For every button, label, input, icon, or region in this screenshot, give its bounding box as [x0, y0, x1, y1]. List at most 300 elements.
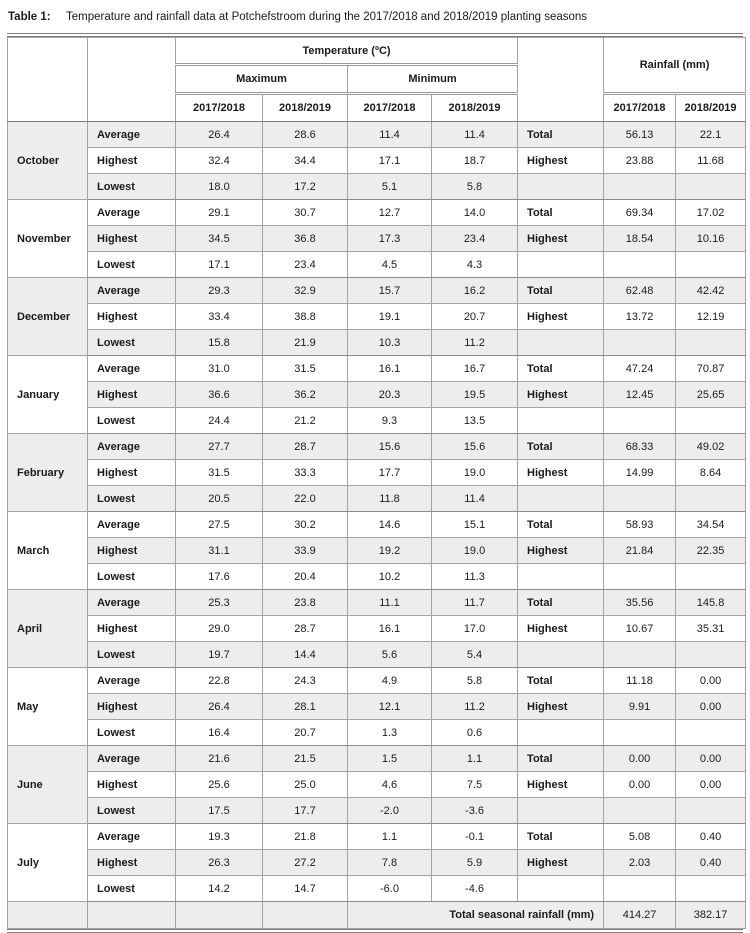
temp-max-2018-2019-cell: 33.9: [263, 538, 348, 564]
rain-stat-label-cell: Total: [518, 356, 604, 382]
temp-max-2017-2018-cell: 17.6: [176, 564, 263, 590]
rain-stat-label-cell: Total: [518, 668, 604, 694]
temp-max-2017-2018-cell: 26.3: [176, 850, 263, 876]
month-block-april: [8, 590, 746, 668]
rain-2017-2018-cell: 14.99: [604, 460, 676, 486]
stat-label-cell: Average: [88, 512, 176, 538]
temp-min-2017-2018-cell: 17.7: [348, 460, 432, 486]
month-block-november: [8, 200, 746, 278]
rain-2018-2019-cell: [676, 564, 746, 590]
temp-max-2018-2019-cell: 36.8: [263, 226, 348, 252]
temp-max-2017-2018-cell: 26.4: [176, 694, 263, 720]
temp-max-2017-2018-cell: 19.3: [176, 824, 263, 850]
rain-2018-2019-cell: [676, 720, 746, 746]
temp-max-2017-2018-cell: 18.0: [176, 174, 263, 200]
rain-stat-label-cell: [518, 486, 604, 512]
temp-max-2017-2018-cell: 32.4: [176, 148, 263, 174]
temp-min-2018-2019-cell: 23.4: [432, 226, 518, 252]
temp-min-2018-2019-cell: 19.0: [432, 538, 518, 564]
rain-2017-2018-cell: [604, 252, 676, 278]
month-column-header-empty: [8, 38, 88, 122]
stat-label-cell: Average: [88, 824, 176, 850]
temp-min-2018-2019-cell: 11.4: [432, 122, 518, 148]
rain-stat-label-cell: Highest: [518, 304, 604, 330]
stat-label-cell: Lowest: [88, 720, 176, 746]
stat-label-cell: Lowest: [88, 564, 176, 590]
table-row: [8, 798, 746, 824]
temp-min-2017-2018-cell: 1.3: [348, 720, 432, 746]
rain-2017-2018-cell: 35.56: [604, 590, 676, 616]
temp-max-2017-2018-cell: 22.8: [176, 668, 263, 694]
temp-min-2017-2018-cell: 12.7: [348, 200, 432, 226]
rain-2017-2018-cell: 11.18: [604, 668, 676, 694]
temp-max-2017-2018-cell: 31.5: [176, 460, 263, 486]
footer-empty-cell: [88, 902, 176, 929]
rain-stat-label-cell: Total: [518, 746, 604, 772]
temp-max-2017-2018-cell: 14.2: [176, 876, 263, 902]
rain-stat-label-cell: Highest: [518, 538, 604, 564]
rain-stat-column-header-empty: [518, 38, 604, 122]
table-row: [8, 460, 746, 486]
month-cell: May: [8, 668, 88, 746]
rain-stat-label-cell: Total: [518, 434, 604, 460]
stat-label-cell: Lowest: [88, 408, 176, 434]
temp-max-2018-2019-cell: 14.7: [263, 876, 348, 902]
min-season-1-header: 2017/2018: [348, 94, 432, 122]
rain-2017-2018-cell: [604, 174, 676, 200]
rain-2018-2019-cell: 0.40: [676, 824, 746, 850]
temp-min-2017-2018-cell: 16.1: [348, 356, 432, 382]
table-row: [8, 876, 746, 902]
temp-max-2017-2018-cell: 25.6: [176, 772, 263, 798]
rain-2018-2019-cell: 35.31: [676, 616, 746, 642]
table-row: [8, 590, 746, 616]
temp-min-2017-2018-cell: 16.1: [348, 616, 432, 642]
stat-label-cell: Highest: [88, 772, 176, 798]
rain-2017-2018-cell: 23.88: [604, 148, 676, 174]
temp-max-2017-2018-cell: 29.0: [176, 616, 263, 642]
table-row: [8, 330, 746, 356]
minimum-header: Minimum: [348, 65, 518, 94]
rain-stat-label-cell: [518, 720, 604, 746]
rain-2017-2018-cell: [604, 564, 676, 590]
rain-2018-2019-cell: 0.00: [676, 772, 746, 798]
rain-stat-label-cell: Total: [518, 278, 604, 304]
rain-2017-2018-cell: 13.72: [604, 304, 676, 330]
stat-label-cell: Lowest: [88, 486, 176, 512]
rain-2018-2019-cell: 10.16: [676, 226, 746, 252]
table-row: [8, 668, 746, 694]
temp-max-2017-2018-cell: 33.4: [176, 304, 263, 330]
table-row: [8, 486, 746, 512]
month-cell: April: [8, 590, 88, 668]
data-table-wrapper: [7, 33, 743, 933]
rain-2018-2019-cell: [676, 876, 746, 902]
rain-stat-label-cell: Total: [518, 512, 604, 538]
table-caption-number: Table 1:: [8, 11, 51, 23]
rain-2018-2019-cell: [676, 330, 746, 356]
rain-2017-2018-cell: 56.13: [604, 122, 676, 148]
temp-min-2018-2019-cell: 17.0: [432, 616, 518, 642]
stat-label-cell: Highest: [88, 616, 176, 642]
rain-stat-label-cell: [518, 174, 604, 200]
stat-label-cell: Highest: [88, 304, 176, 330]
rain-stat-label-cell: Highest: [518, 226, 604, 252]
rain-stat-label-cell: Total: [518, 200, 604, 226]
rain-2017-2018-cell: 18.54: [604, 226, 676, 252]
rain-2018-2019-cell: [676, 408, 746, 434]
rain-stat-label-cell: [518, 564, 604, 590]
data-table: [7, 37, 746, 929]
temp-min-2018-2019-cell: 16.2: [432, 278, 518, 304]
temp-max-2018-2019-cell: 30.2: [263, 512, 348, 538]
temp-max-2017-2018-cell: 36.6: [176, 382, 263, 408]
stat-label-cell: Lowest: [88, 876, 176, 902]
rain-2018-2019-cell: [676, 486, 746, 512]
footer-row-group: [8, 902, 746, 929]
table-row: [8, 304, 746, 330]
footer-empty-cell: [8, 902, 88, 929]
rain-2018-2019-cell: [676, 252, 746, 278]
temp-min-2017-2018-cell: 4.9: [348, 668, 432, 694]
month-block-march: [8, 512, 746, 590]
rain-2018-2019-cell: 0.40: [676, 850, 746, 876]
stat-label-cell: Highest: [88, 460, 176, 486]
rain-2017-2018-cell: [604, 876, 676, 902]
rain-stat-label-cell: [518, 642, 604, 668]
temp-max-2018-2019-cell: 25.0: [263, 772, 348, 798]
max-season-2-header: 2018/2019: [263, 94, 348, 122]
temp-max-2018-2019-cell: 27.2: [263, 850, 348, 876]
table-row: [8, 382, 746, 408]
month-cell: June: [8, 746, 88, 824]
min-season-2-header: 2018/2019: [432, 94, 518, 122]
stat-label-cell: Highest: [88, 382, 176, 408]
rain-2017-2018-cell: 68.33: [604, 434, 676, 460]
temp-max-2017-2018-cell: 29.1: [176, 200, 263, 226]
stat-label-cell: Highest: [88, 538, 176, 564]
temp-max-2017-2018-cell: 21.6: [176, 746, 263, 772]
rain-season-2-header: 2018/2019: [676, 94, 746, 122]
rain-stat-label-cell: Highest: [518, 148, 604, 174]
temp-min-2017-2018-cell: 5.1: [348, 174, 432, 200]
rain-season-1-header: 2017/2018: [604, 94, 676, 122]
rain-2018-2019-cell: 49.02: [676, 434, 746, 460]
rain-stat-label-cell: Highest: [518, 382, 604, 408]
rain-2017-2018-cell: 58.93: [604, 512, 676, 538]
temp-max-2017-2018-cell: 27.7: [176, 434, 263, 460]
rain-2018-2019-cell: 8.64: [676, 460, 746, 486]
stat-label-cell: Highest: [88, 850, 176, 876]
rain-2018-2019-cell: 22.35: [676, 538, 746, 564]
temp-min-2018-2019-cell: 11.4: [432, 486, 518, 512]
stat-label-cell: Lowest: [88, 174, 176, 200]
temp-max-2018-2019-cell: 17.7: [263, 798, 348, 824]
rain-stat-label-cell: [518, 408, 604, 434]
temp-min-2018-2019-cell: 13.5: [432, 408, 518, 434]
temp-min-2017-2018-cell: 11.8: [348, 486, 432, 512]
temp-min-2017-2018-cell: 5.6: [348, 642, 432, 668]
rain-2018-2019-cell: 22.1: [676, 122, 746, 148]
stat-label-cell: Average: [88, 590, 176, 616]
rain-2017-2018-cell: 2.03: [604, 850, 676, 876]
table-row: [8, 772, 746, 798]
temp-max-2017-2018-cell: 34.5: [176, 226, 263, 252]
temp-min-2017-2018-cell: 15.7: [348, 278, 432, 304]
temp-min-2018-2019-cell: 19.5: [432, 382, 518, 408]
temp-min-2018-2019-cell: 15.1: [432, 512, 518, 538]
total-seasonal-rainfall-label: Total seasonal rainfall (mm): [348, 902, 604, 929]
temp-max-2018-2019-cell: 30.7: [263, 200, 348, 226]
temp-max-2018-2019-cell: 28.7: [263, 434, 348, 460]
temp-max-2017-2018-cell: 24.4: [176, 408, 263, 434]
table-row: [8, 694, 746, 720]
temp-min-2017-2018-cell: 17.1: [348, 148, 432, 174]
temp-min-2017-2018-cell: 10.3: [348, 330, 432, 356]
table-row: [8, 174, 746, 200]
month-cell: October: [8, 122, 88, 200]
rain-2018-2019-cell: [676, 798, 746, 824]
table-row: [8, 512, 746, 538]
rain-2018-2019-cell: 0.00: [676, 694, 746, 720]
temp-min-2017-2018-cell: 1.5: [348, 746, 432, 772]
month-cell: July: [8, 824, 88, 902]
month-block-october: [8, 122, 746, 200]
temp-min-2017-2018-cell: 9.3: [348, 408, 432, 434]
temp-min-2018-2019-cell: 5.8: [432, 174, 518, 200]
temp-max-2017-2018-cell: 31.0: [176, 356, 263, 382]
temp-min-2017-2018-cell: -2.0: [348, 798, 432, 824]
temp-max-2017-2018-cell: 17.1: [176, 252, 263, 278]
temp-min-2017-2018-cell: 12.1: [348, 694, 432, 720]
rain-2017-2018-cell: 69.34: [604, 200, 676, 226]
temp-min-2018-2019-cell: 7.5: [432, 772, 518, 798]
rain-2018-2019-cell: 145.8: [676, 590, 746, 616]
table-caption: [0, 0, 750, 33]
rain-2018-2019-cell: 17.02: [676, 200, 746, 226]
temp-max-2018-2019-cell: 21.8: [263, 824, 348, 850]
rain-2018-2019-cell: 25.65: [676, 382, 746, 408]
temp-min-2018-2019-cell: 5.8: [432, 668, 518, 694]
rain-2017-2018-cell: 62.48: [604, 278, 676, 304]
temp-max-2018-2019-cell: 28.1: [263, 694, 348, 720]
temp-min-2018-2019-cell: 19.0: [432, 460, 518, 486]
temp-min-2017-2018-cell: 1.1: [348, 824, 432, 850]
stat-label-cell: Lowest: [88, 330, 176, 356]
temp-max-2018-2019-cell: 22.0: [263, 486, 348, 512]
temp-min-2017-2018-cell: 4.5: [348, 252, 432, 278]
temp-min-2017-2018-cell: 4.6: [348, 772, 432, 798]
rain-2017-2018-cell: 12.45: [604, 382, 676, 408]
temp-max-2017-2018-cell: 17.5: [176, 798, 263, 824]
temp-min-2018-2019-cell: -0.1: [432, 824, 518, 850]
temp-min-2017-2018-cell: 19.2: [348, 538, 432, 564]
stat-column-header-empty: [88, 38, 176, 122]
temperature-group-header: Temperature (ºC): [176, 38, 518, 65]
rain-2017-2018-cell: 0.00: [604, 746, 676, 772]
temp-min-2018-2019-cell: 14.0: [432, 200, 518, 226]
temp-min-2017-2018-cell: 10.2: [348, 564, 432, 590]
temp-max-2017-2018-cell: 29.3: [176, 278, 263, 304]
table-row: [8, 616, 746, 642]
table-row: [8, 642, 746, 668]
temp-min-2018-2019-cell: 5.9: [432, 850, 518, 876]
rain-stat-label-cell: Highest: [518, 616, 604, 642]
temp-min-2017-2018-cell: 19.1: [348, 304, 432, 330]
temp-max-2018-2019-cell: 20.7: [263, 720, 348, 746]
rain-2017-2018-cell: 9.91: [604, 694, 676, 720]
temp-max-2018-2019-cell: 24.3: [263, 668, 348, 694]
footer-empty-cell: [176, 902, 263, 929]
table-row: [8, 356, 746, 382]
month-cell: March: [8, 512, 88, 590]
rain-2017-2018-cell: [604, 798, 676, 824]
temp-min-2018-2019-cell: 16.7: [432, 356, 518, 382]
temp-min-2018-2019-cell: 15.6: [432, 434, 518, 460]
rain-2018-2019-cell: 70.87: [676, 356, 746, 382]
table-row: [8, 148, 746, 174]
table-row: [8, 564, 746, 590]
rain-2018-2019-cell: 12.19: [676, 304, 746, 330]
rain-2018-2019-cell: 0.00: [676, 668, 746, 694]
stat-label-cell: Average: [88, 356, 176, 382]
temp-min-2018-2019-cell: 11.2: [432, 330, 518, 356]
stat-label-cell: Lowest: [88, 642, 176, 668]
max-season-1-header: 2017/2018: [176, 94, 263, 122]
stat-label-cell: Highest: [88, 226, 176, 252]
temp-max-2017-2018-cell: 15.8: [176, 330, 263, 356]
rain-2017-2018-cell: [604, 486, 676, 512]
month-block-january: [8, 356, 746, 434]
table-row: [8, 720, 746, 746]
temp-max-2017-2018-cell: 19.7: [176, 642, 263, 668]
temp-max-2017-2018-cell: 20.5: [176, 486, 263, 512]
temp-min-2017-2018-cell: 17.3: [348, 226, 432, 252]
table-row: [8, 200, 746, 226]
temp-min-2018-2019-cell: 11.2: [432, 694, 518, 720]
rain-stat-label-cell: [518, 876, 604, 902]
temp-min-2018-2019-cell: 20.7: [432, 304, 518, 330]
temp-max-2017-2018-cell: 27.5: [176, 512, 263, 538]
table-row: [8, 850, 746, 876]
rain-2017-2018-cell: 0.00: [604, 772, 676, 798]
temp-min-2017-2018-cell: 20.3: [348, 382, 432, 408]
rain-stat-label-cell: [518, 252, 604, 278]
stat-label-cell: Highest: [88, 148, 176, 174]
temp-min-2017-2018-cell: -6.0: [348, 876, 432, 902]
rain-stat-label-cell: Highest: [518, 850, 604, 876]
stat-label-cell: Average: [88, 278, 176, 304]
table-row: [8, 278, 746, 304]
table-header: [8, 38, 746, 122]
month-cell: November: [8, 200, 88, 278]
temp-max-2018-2019-cell: 21.2: [263, 408, 348, 434]
rain-stat-label-cell: Total: [518, 590, 604, 616]
rain-2017-2018-cell: [604, 408, 676, 434]
temp-max-2017-2018-cell: 25.3: [176, 590, 263, 616]
temp-max-2018-2019-cell: 14.4: [263, 642, 348, 668]
temp-max-2017-2018-cell: 31.1: [176, 538, 263, 564]
rain-stat-label-cell: Total: [518, 824, 604, 850]
rainfall-group-header: Rainfall (mm): [604, 38, 746, 94]
temp-max-2017-2018-cell: 26.4: [176, 122, 263, 148]
header-row-groups: [8, 38, 746, 65]
temp-max-2018-2019-cell: 32.9: [263, 278, 348, 304]
temp-max-2018-2019-cell: 36.2: [263, 382, 348, 408]
temp-max-2018-2019-cell: 28.7: [263, 616, 348, 642]
total-rainfall-2017-2018: 414.27: [604, 902, 676, 929]
table-row: [8, 824, 746, 850]
month-cell: January: [8, 356, 88, 434]
month-block-may: [8, 668, 746, 746]
rain-2017-2018-cell: 47.24: [604, 356, 676, 382]
rain-2018-2019-cell: 34.54: [676, 512, 746, 538]
month-cell: December: [8, 278, 88, 356]
month-block-june: [8, 746, 746, 824]
table-caption-text: Temperature and rainfall data at Potchefstroom during the 2017/2018 and 2018/2019 planting seasons: [66, 11, 588, 23]
rain-stat-label-cell: Highest: [518, 460, 604, 486]
rain-2018-2019-cell: [676, 642, 746, 668]
temp-min-2017-2018-cell: 11.4: [348, 122, 432, 148]
stat-label-cell: Average: [88, 434, 176, 460]
table-row: [8, 746, 746, 772]
month-block-july: [8, 824, 746, 902]
rain-stat-label-cell: Highest: [518, 772, 604, 798]
temp-min-2018-2019-cell: 11.7: [432, 590, 518, 616]
stat-label-cell: Highest: [88, 694, 176, 720]
temp-min-2017-2018-cell: 7.8: [348, 850, 432, 876]
table-row: [8, 226, 746, 252]
month-block-february: [8, 434, 746, 512]
rain-2017-2018-cell: 5.08: [604, 824, 676, 850]
temp-max-2018-2019-cell: 33.3: [263, 460, 348, 486]
rain-2018-2019-cell: 11.68: [676, 148, 746, 174]
rain-stat-label-cell: Total: [518, 122, 604, 148]
table-row: [8, 434, 746, 460]
stat-label-cell: Average: [88, 746, 176, 772]
temp-min-2017-2018-cell: 14.6: [348, 512, 432, 538]
temp-min-2018-2019-cell: 4.3: [432, 252, 518, 278]
rain-2017-2018-cell: [604, 642, 676, 668]
temp-max-2018-2019-cell: 23.4: [263, 252, 348, 278]
stat-label-cell: Average: [88, 122, 176, 148]
table-row: [8, 538, 746, 564]
stat-label-cell: Average: [88, 668, 176, 694]
table-row: [8, 252, 746, 278]
temp-min-2018-2019-cell: -4.6: [432, 876, 518, 902]
maximum-header: Maximum: [176, 65, 348, 94]
rain-stat-label-cell: [518, 330, 604, 356]
rain-stat-label-cell: Highest: [518, 694, 604, 720]
temp-max-2018-2019-cell: 17.2: [263, 174, 348, 200]
table-row: [8, 122, 746, 148]
temp-max-2018-2019-cell: 21.9: [263, 330, 348, 356]
month-block-december: [8, 278, 746, 356]
temp-min-2018-2019-cell: 5.4: [432, 642, 518, 668]
temp-min-2018-2019-cell: 18.7: [432, 148, 518, 174]
temp-max-2018-2019-cell: 28.6: [263, 122, 348, 148]
temp-min-2018-2019-cell: 0.6: [432, 720, 518, 746]
temp-min-2017-2018-cell: 11.1: [348, 590, 432, 616]
temp-max-2018-2019-cell: 38.8: [263, 304, 348, 330]
stat-label-cell: Lowest: [88, 798, 176, 824]
month-cell: February: [8, 434, 88, 512]
rain-2017-2018-cell: [604, 720, 676, 746]
total-seasonal-rainfall-row: [8, 902, 746, 929]
stat-label-cell: Lowest: [88, 252, 176, 278]
rain-2018-2019-cell: 42.42: [676, 278, 746, 304]
table-row: [8, 408, 746, 434]
